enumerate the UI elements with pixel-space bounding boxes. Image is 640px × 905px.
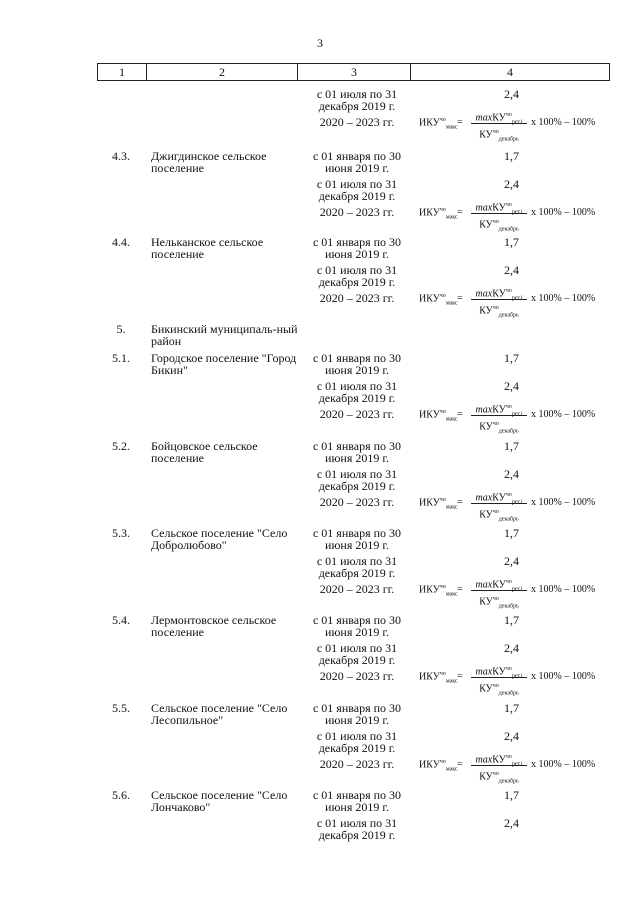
formula-numerator [471, 575, 527, 593]
period-jul: с 01 июля по 31 декабря 2019 г. [316, 641, 398, 667]
formula-max: max [475, 288, 493, 300]
period-jul: с 01 июля по 31 декабря 2019 г. [316, 263, 398, 289]
formula-lhs-base: ИКУ [419, 293, 440, 305]
formula-numerator [471, 198, 527, 216]
formula-lhs-base: ИКУ [419, 117, 440, 129]
formula-den-sub: декабрь [498, 603, 519, 610]
row-name: Сельское поселение "Село Лесопильное" [151, 701, 288, 727]
formula-lhs [419, 117, 458, 130]
period-jul: с 01 июля по 31 декабря 2019 г. [316, 729, 398, 755]
formula-lhs-sub: макс [445, 124, 458, 131]
formula-num-base: КУ [492, 112, 506, 124]
formula-den-base: КУ [479, 683, 493, 695]
formula-tail: x 100% – 100% [531, 497, 596, 508]
page-number: 3 [317, 36, 323, 50]
period-2020-2023: 2020 – 2023 гг. [319, 669, 395, 683]
formula-num-sup: чо [505, 202, 512, 208]
formula-tail: x 100% – 100% [531, 293, 596, 304]
period-2020-2023: 2020 – 2023 гг. [319, 115, 395, 129]
period-2020-2023: 2020 – 2023 гг. [319, 291, 395, 305]
formula-num-sub: рег.i [511, 499, 523, 506]
formula-num-sub: рег.i [511, 673, 523, 680]
formula-den-sub: декабрь [498, 136, 519, 143]
value-jul: 2,4 [504, 816, 519, 830]
row-name: Джигдинское сельское поселение [151, 149, 267, 175]
formula-den-sup: чо [492, 683, 499, 689]
formula-num-base: КУ [492, 202, 506, 214]
formula-num-base: КУ [492, 754, 506, 766]
formula-den-base: КУ [479, 219, 493, 231]
formula-denominator [471, 505, 527, 523]
formula-denominator [471, 767, 527, 785]
formula-lhs-sup: чо [439, 497, 446, 503]
period-2020-2023: 2020 – 2023 гг. [319, 495, 395, 509]
formula-num-base: КУ [492, 666, 506, 678]
formula-den-sup: чо [492, 596, 499, 602]
formula-lhs-sub: макс [445, 214, 458, 221]
formula-eq: = [457, 759, 463, 770]
row-number: 5. [116, 322, 126, 336]
row-number: 5.5. [112, 701, 130, 715]
formula-lhs [419, 293, 458, 306]
formula-numerator [471, 400, 527, 418]
formula-den-sup: чо [492, 129, 499, 135]
formula-denominator [471, 215, 527, 233]
row-number: 5.3. [112, 526, 130, 540]
row-name: Нельканское сельское поселение [151, 235, 264, 261]
formula-max: max [475, 579, 493, 591]
formula-num-sup: чо [505, 112, 512, 118]
formula-max: max [475, 112, 493, 124]
period-jul: с 01 июля по 31 декабря 2019 г. [316, 467, 398, 493]
formula-tail: x 100% – 100% [531, 207, 596, 218]
row-number: 5.4. [112, 613, 130, 627]
row-name: Сельское поселение "Село Лончаково" [151, 788, 288, 814]
row-number: 4.4. [112, 235, 130, 249]
formula-fraction [471, 400, 527, 435]
formula-lhs-base: ИКУ [419, 759, 440, 771]
formula-den-base: КУ [479, 596, 493, 608]
formula-max: max [475, 754, 493, 766]
formula-lhs [419, 671, 458, 684]
formula-num-sup: чо [505, 404, 512, 410]
formula-lhs-sup: чо [439, 293, 446, 299]
formula-lhs-sup: чо [439, 671, 446, 677]
formula-fraction [471, 198, 527, 233]
formula-tail: x 100% – 100% [531, 671, 596, 682]
table-header [97, 63, 610, 81]
formula-fraction [471, 284, 527, 319]
formula-eq: = [457, 293, 463, 304]
row-number: 5.6. [112, 788, 130, 802]
formula-fraction [471, 108, 527, 143]
formula-num-sup: чо [505, 579, 512, 585]
formula-denominator [471, 679, 527, 697]
row-name: Лермонтовское сельское поселение [151, 613, 277, 639]
formula-eq: = [457, 207, 463, 218]
row-name: Городское поселение "Город Бикин" [151, 351, 297, 377]
row-number: 5.2. [112, 439, 130, 453]
formula-lhs-sub: макс [445, 591, 458, 598]
formula-lhs [419, 207, 458, 220]
value-jan: 1,7 [504, 235, 519, 249]
formula-lhs-sup: чо [439, 207, 446, 213]
formula-lhs-base: ИКУ [419, 497, 440, 509]
formula-num-base: КУ [492, 579, 506, 591]
header-col-2: 2 [147, 64, 298, 81]
value-jan: 1,7 [504, 613, 519, 627]
formula-num-sub: рег.i [511, 411, 523, 418]
formula-lhs-sub: макс [445, 766, 458, 773]
value-jan: 1,7 [504, 351, 519, 365]
formula-denominator [471, 592, 527, 610]
formula-lhs [419, 497, 458, 510]
period-2020-2023: 2020 – 2023 гг. [319, 582, 395, 596]
formula-lhs-sub: макс [445, 416, 458, 423]
formula-den-base: КУ [479, 129, 493, 141]
formula-lhs-sup: чо [439, 584, 446, 590]
formula-den-base: КУ [479, 305, 493, 317]
formula-lhs [419, 409, 458, 422]
value-jan: 1,7 [504, 788, 519, 802]
period-2020-2023: 2020 – 2023 гг. [319, 757, 395, 771]
formula-eq: = [457, 671, 463, 682]
value-jan: 1,7 [504, 149, 519, 163]
formula-eq: = [457, 117, 463, 128]
formula-lhs-base: ИКУ [419, 671, 440, 683]
period-jan: с 01 января по 30 июня 2019 г. [312, 149, 402, 175]
formula-numerator [471, 284, 527, 302]
row-name: Бикинский муниципаль-ный район [151, 322, 298, 348]
row-number: 5.1. [112, 351, 130, 365]
formula-num-sub: рег.i [511, 761, 523, 768]
value-jul: 2,4 [504, 729, 519, 743]
value-jul: 2,4 [504, 467, 519, 481]
period-jul: с 01 июля по 31 декабря 2019 г. [316, 379, 398, 405]
formula-fraction [471, 750, 527, 785]
formula-fraction [471, 488, 527, 523]
formula-tail: x 100% – 100% [531, 409, 596, 420]
formula-numerator [471, 488, 527, 506]
period-jan: с 01 января по 30 июня 2019 г. [312, 526, 402, 552]
formula-tail: x 100% – 100% [531, 117, 596, 128]
value-jan: 1,7 [504, 701, 519, 715]
value-jul: 2,4 [504, 379, 519, 393]
formula-lhs-base: ИКУ [419, 584, 440, 596]
formula-num-base: КУ [492, 404, 506, 416]
row-name: Бойцовское сельское поселение [151, 439, 258, 465]
formula-eq: = [457, 584, 463, 595]
period-2020-2023: 2020 – 2023 гг. [319, 407, 395, 421]
formula-numerator [471, 108, 527, 126]
formula-eq: = [457, 409, 463, 420]
formula-num-sup: чо [505, 666, 512, 672]
formula-den-base: КУ [479, 771, 493, 783]
formula-denominator [471, 301, 527, 319]
formula-tail: x 100% – 100% [531, 584, 596, 595]
formula-max: max [475, 404, 493, 416]
formula-den-sup: чо [492, 421, 499, 427]
period-jan: с 01 января по 30 июня 2019 г. [312, 351, 402, 377]
value-jan: 1,7 [504, 439, 519, 453]
formula-lhs-sub: макс [445, 678, 458, 685]
formula-numerator [471, 750, 527, 768]
value-jan: 1,7 [504, 526, 519, 540]
formula-lhs-sup: чо [439, 409, 446, 415]
formula-max: max [475, 202, 493, 214]
formula-num-sup: чо [505, 754, 512, 760]
formula-lhs-base: ИКУ [419, 207, 440, 219]
formula-lhs-sup: чо [439, 117, 446, 123]
value-jul: 2,4 [504, 87, 519, 101]
formula-lhs [419, 759, 458, 772]
period-jan: с 01 января по 30 июня 2019 г. [312, 701, 402, 727]
header-col-4: 4 [411, 64, 610, 81]
period-jul: с 01 июля по 31 декабря 2019 г. [316, 177, 398, 203]
formula-eq: = [457, 497, 463, 508]
formula-num-sup: чо [505, 288, 512, 294]
header-col-3: 3 [298, 64, 411, 81]
formula-den-sup: чо [492, 219, 499, 225]
formula-num-sup: чо [505, 492, 512, 498]
formula-den-base: КУ [479, 509, 493, 521]
formula-num-sub: рег.i [511, 209, 523, 216]
formula-den-sub: декабрь [498, 428, 519, 435]
value-jul: 2,4 [504, 641, 519, 655]
formula-den-base: КУ [479, 421, 493, 433]
period-jan: с 01 января по 30 июня 2019 г. [312, 439, 402, 465]
formula-max: max [475, 492, 493, 504]
formula-lhs-sup: чо [439, 759, 446, 765]
value-jul: 2,4 [504, 177, 519, 191]
row-number: 4.3. [112, 149, 130, 163]
formula-den-sub: декабрь [498, 516, 519, 523]
formula-den-sub: декабрь [498, 226, 519, 233]
formula-num-sub: рег.i [511, 119, 523, 126]
formula-denominator [471, 125, 527, 143]
formula-lhs-base: ИКУ [419, 409, 440, 421]
row-name: Сельское поселение "Село Добролюбово" [151, 526, 288, 552]
formula-den-sub: декабрь [498, 312, 519, 319]
header-col-1: 1 [98, 64, 147, 81]
formula-den-sub: декабрь [498, 690, 519, 697]
period-jan: с 01 января по 30 июня 2019 г. [312, 235, 402, 261]
formula-tail: x 100% – 100% [531, 759, 596, 770]
formula-den-sub: декабрь [498, 778, 519, 785]
formula-denominator [471, 417, 527, 435]
formula-num-base: КУ [492, 288, 506, 300]
formula-fraction [471, 662, 527, 697]
formula-lhs-sub: макс [445, 504, 458, 511]
formula-lhs [419, 584, 458, 597]
value-jul: 2,4 [504, 554, 519, 568]
period-jul: с 01 июля по 31 декабря 2019 г. [316, 816, 398, 842]
period-jul: с 01 июля по 31 декабря 2019 г. [316, 554, 398, 580]
formula-den-sup: чо [492, 509, 499, 515]
period-2020-2023: 2020 – 2023 гг. [319, 205, 395, 219]
formula-lhs-sub: макс [445, 300, 458, 307]
period-jan: с 01 января по 30 июня 2019 г. [312, 613, 402, 639]
formula-den-sup: чо [492, 305, 499, 311]
formula-num-sub: рег.i [511, 295, 523, 302]
formula-max: max [475, 666, 493, 678]
formula-numerator [471, 662, 527, 680]
formula-num-base: КУ [492, 492, 506, 504]
formula-num-sub: рег.i [511, 586, 523, 593]
formula-den-sup: чо [492, 771, 499, 777]
formula-fraction [471, 575, 527, 610]
value-jul: 2,4 [504, 263, 519, 277]
period-jan: с 01 января по 30 июня 2019 г. [312, 788, 402, 814]
period-jul: с 01 июля по 31 декабря 2019 г. [316, 87, 398, 113]
